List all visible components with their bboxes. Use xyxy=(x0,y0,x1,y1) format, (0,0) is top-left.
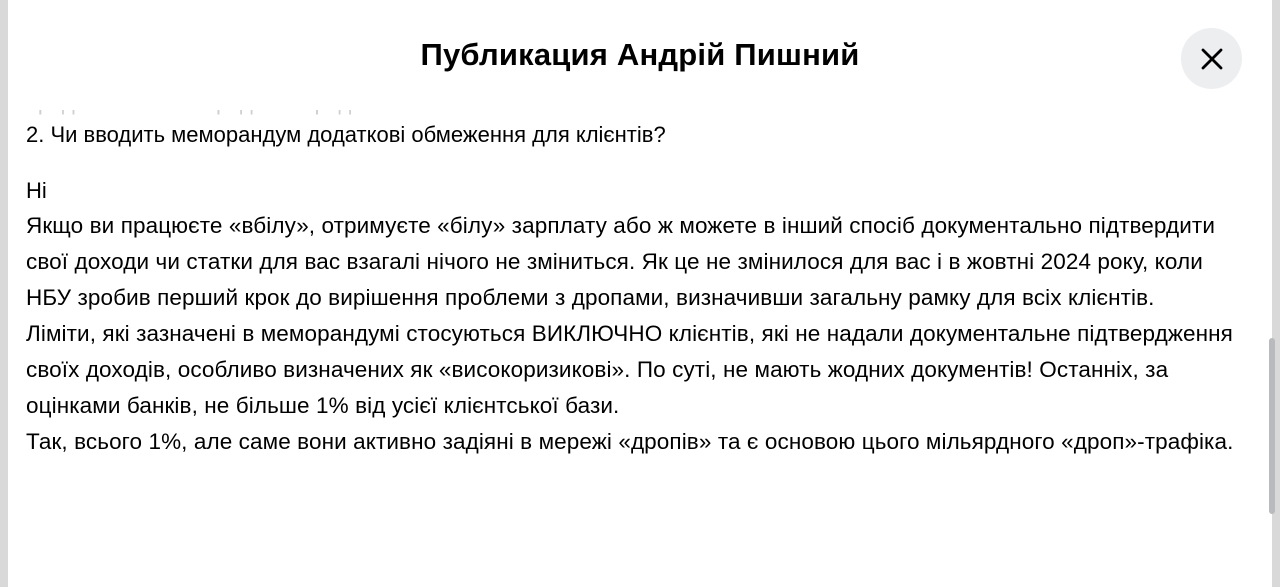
page-title: Публикация Андрій Пишний xyxy=(420,37,860,72)
close-button[interactable] xyxy=(1181,28,1242,89)
publication-content[interactable] xyxy=(8,102,1272,587)
scrollbar-track[interactable] xyxy=(1272,110,1278,583)
viewer-header xyxy=(8,0,1272,110)
left-edge-rail xyxy=(0,0,8,587)
body-paragraph-1: Якщо ви працюєте «вбілу», отримуєте «білу» зарплату або ж можете в інший спосіб документально підтвердити свої доходи чи статки для вас взагалі нічого не зміниться. Як це не змінилося для вас і в жовтні 2024 року, коли НБУ зробив перший крок до вирішення проблеми з дропами, визначивши загальну рамку для всіх клієнтів. xyxy=(26,213,1215,310)
close-icon xyxy=(1199,46,1225,72)
question-heading: 2. Чи вводить меморандум додаткові обмеження для клієнтів? xyxy=(26,122,666,147)
body-paragraph-3: Так, всього 1%, але саме вони активно задіяні в мережі «дропів» та є основою цього мільярдного «дроп»-трафіка. xyxy=(26,429,1234,454)
body-paragraph-2: Ліміти, які зазначені в меморандумі стосуються ВИКЛЮЧНО клієнтів, які не надали документальне підтвердження своїх доходів, особливо визначених як «високоризикові». По суті, не мають жодних документів! Останніх, за оцінками банків, не більше 1% від усієї клієнтської бази. xyxy=(26,321,1233,418)
scrollbar-thumb[interactable] xyxy=(1269,338,1275,514)
short-answer: Ні xyxy=(26,178,47,203)
